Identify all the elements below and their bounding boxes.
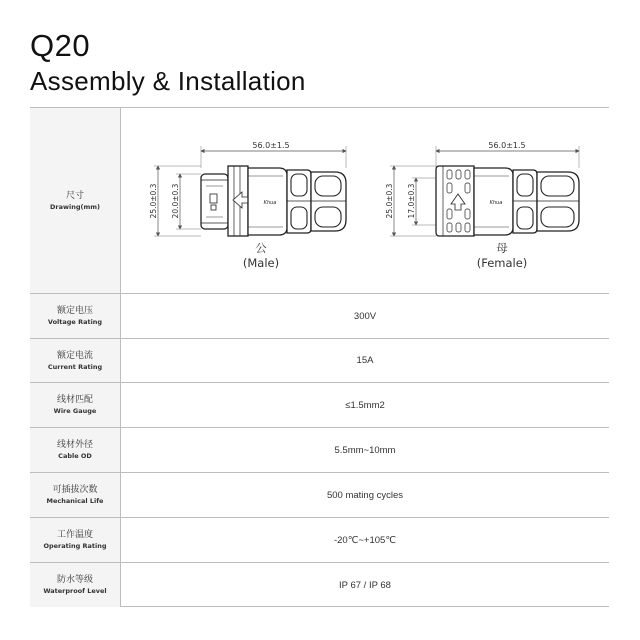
female-connector (385, 141, 579, 236)
spec-label-cn: 额定电压 (56, 306, 93, 316)
spec-label-en: Wire Gauge (53, 407, 97, 415)
spec-label-cn: 防水等级 (56, 575, 93, 585)
spec-label-cell (30, 383, 121, 427)
spec-label-cn: 额定电流 (56, 350, 93, 361)
spec-row-voltage (30, 294, 609, 339)
drawing-cell (121, 108, 609, 293)
spec-row-wire-gauge (30, 383, 609, 428)
spec-row-operating-temp (30, 518, 609, 563)
male-length-dim: 56.0±1.5 (252, 141, 290, 150)
spec-value: ≤1.5mm2 (345, 399, 385, 411)
male-brand-mark: Khua (263, 200, 277, 206)
female-caption (467, 241, 537, 271)
drawing-row (30, 108, 609, 294)
drawing-label-en: Drawing(mm) (50, 202, 100, 211)
spec-label-cn: 线材匹配 (56, 395, 93, 405)
spec-label-en: Operating Rating (43, 542, 107, 550)
spec-label-en: Waterproof Level (43, 587, 107, 595)
drawing-label-cell (30, 108, 121, 293)
spec-value: 300V (353, 310, 377, 322)
drawing-label-cn: 尺寸 (65, 190, 84, 201)
male-outer-dim: 25.0±0.3 (149, 183, 158, 219)
spec-label-cell (30, 563, 121, 607)
male-label-cn: 公 (255, 241, 267, 255)
female-brand-mark: Khua (489, 200, 503, 206)
male-caption (231, 241, 291, 271)
female-outer-dim: 25.0±0.3 (385, 183, 394, 219)
spec-label-cn: 工作温度 (56, 530, 93, 540)
male-connector (149, 141, 346, 236)
spec-label-cell (30, 339, 121, 382)
spec-row-current (30, 339, 609, 383)
spec-value: -20℃~+105℃ (333, 534, 396, 546)
spec-value: IP 67 / IP 68 (339, 579, 391, 591)
spec-label-cell (30, 473, 121, 517)
spec-label-cell (30, 518, 121, 562)
male-inner-dim: 20.0±0.3 (171, 183, 180, 219)
page-subtitle: Assembly & Installation (30, 66, 306, 96)
spec-row-mechanical-life (30, 473, 609, 518)
spec-label-cn: 线材外径 (56, 440, 93, 450)
spec-label-cell (30, 428, 121, 472)
spec-label-en: Voltage Rating (47, 318, 103, 326)
spec-label-en: Mechanical Life (46, 497, 104, 505)
spec-value: 5.5mm~10mm (334, 444, 396, 456)
spec-value: 15A (356, 355, 374, 366)
female-label-en: (Female) (476, 256, 528, 270)
spec-label-cn: 可插拔次数 (52, 485, 98, 495)
female-length-dim: 56.0±1.5 (488, 141, 526, 150)
spec-row-waterproof (30, 563, 609, 607)
spec-table (30, 107, 609, 607)
male-label-en: (Male) (242, 256, 280, 270)
page-title: Q20 (30, 28, 91, 63)
spec-row-cable-od (30, 428, 609, 473)
spec-value: 500 mating cycles (326, 489, 404, 501)
female-label-cn: 母 (496, 241, 508, 255)
spec-label-en: Cable OD (58, 452, 92, 460)
spec-label-cell (30, 294, 121, 338)
female-inner-dim: 17.0±0.3 (407, 183, 416, 219)
spec-label-en: Current Rating (47, 362, 103, 371)
